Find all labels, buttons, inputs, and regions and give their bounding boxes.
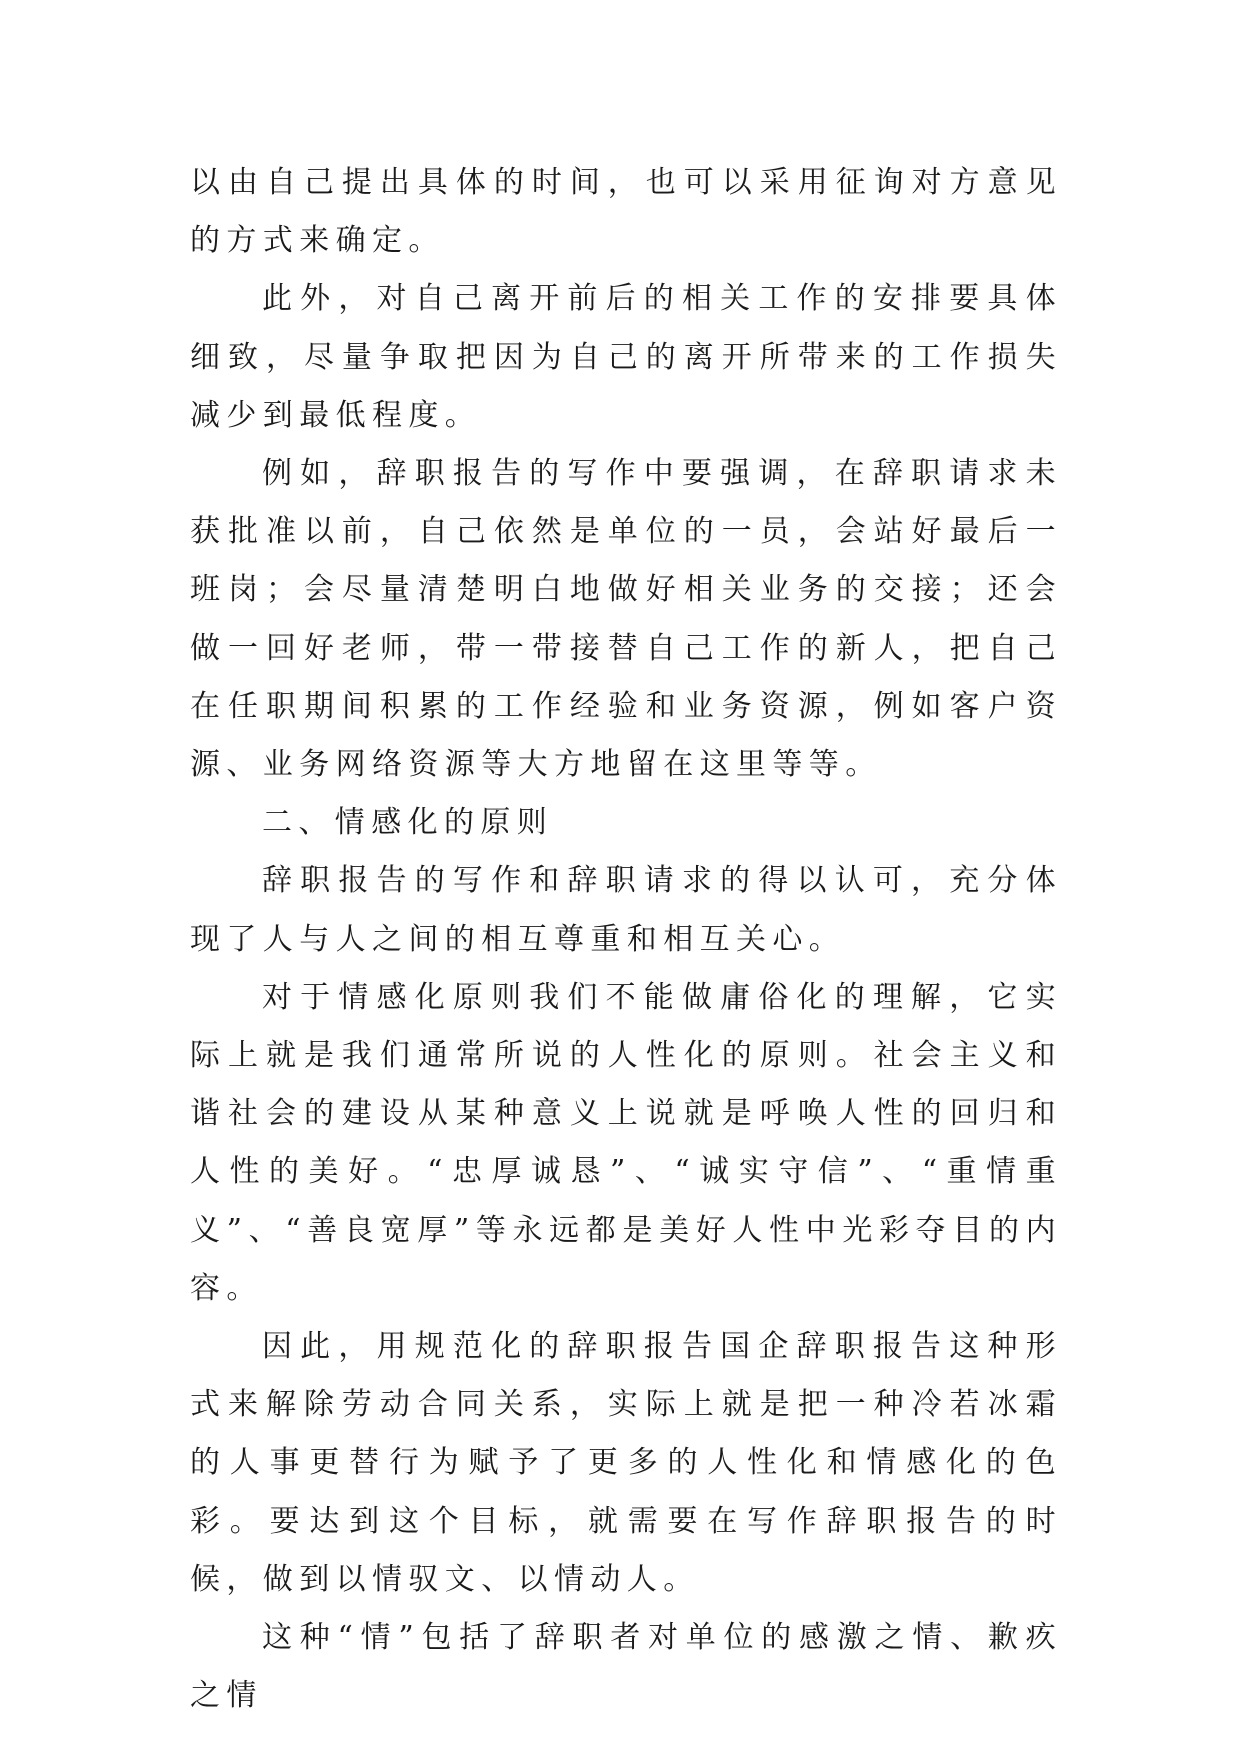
document-body (190, 154, 1062, 1725)
paragraph: 以由自己提出具体的时间，也可以采用征询对方意见的方式来确定。 (190, 165, 1062, 259)
paragraph: 对于情感化原则我们不能做庸俗化的理解，它实际上就是我们通常所说的人性化的原则。社会主义和谐社会的建设从某种意义上说就是呼唤人性的回归和人性的美好。“忠厚诚恳”、“诚实守信”、“重情重义”、“善良宽厚”等永远都是美好人性中光彩夺目的内容。 (190, 979, 1062, 1306)
paragraph: 这种“情”包括了辞职者对单位的感激之情、歉疚之情 (190, 1620, 1062, 1714)
section-heading: 二、情感化的原则 (262, 805, 554, 841)
paragraph: 例如，辞职报告的写作中要强调，在辞职请求未获批准以前，自己依然是单位的一员，会站好最后一班岗；会尽量清楚明白地做好相关业务的交接；还会做一回好老师，带一带接替自己工作的新人，把自己在任职期间积累的工作经验和业务资源，例如客户资源、业务网络资源等大方地留在这里等等。 (190, 456, 1062, 783)
paragraph: 因此，用规范化的辞职报告国企辞职报告这种形式来解除劳动合同关系，实际上就是把一种冷若冰霜的人事更替行为赋予了更多的人性化和情感化的色彩。要达到这个目标，就需要在写作辞职报告的时候，做到以情驭文、以情动人。 (190, 1329, 1062, 1597)
paragraph: 此外，对自己离开前后的相关工作的安排要具体细致，尽量争取把因为自己的离开所带来的工作损失减少到最低程度。 (190, 281, 1062, 433)
paragraph: 辞职报告的写作和辞职请求的得以认可，充分体现了人与人之间的相互尊重和相互关心。 (190, 863, 1062, 957)
